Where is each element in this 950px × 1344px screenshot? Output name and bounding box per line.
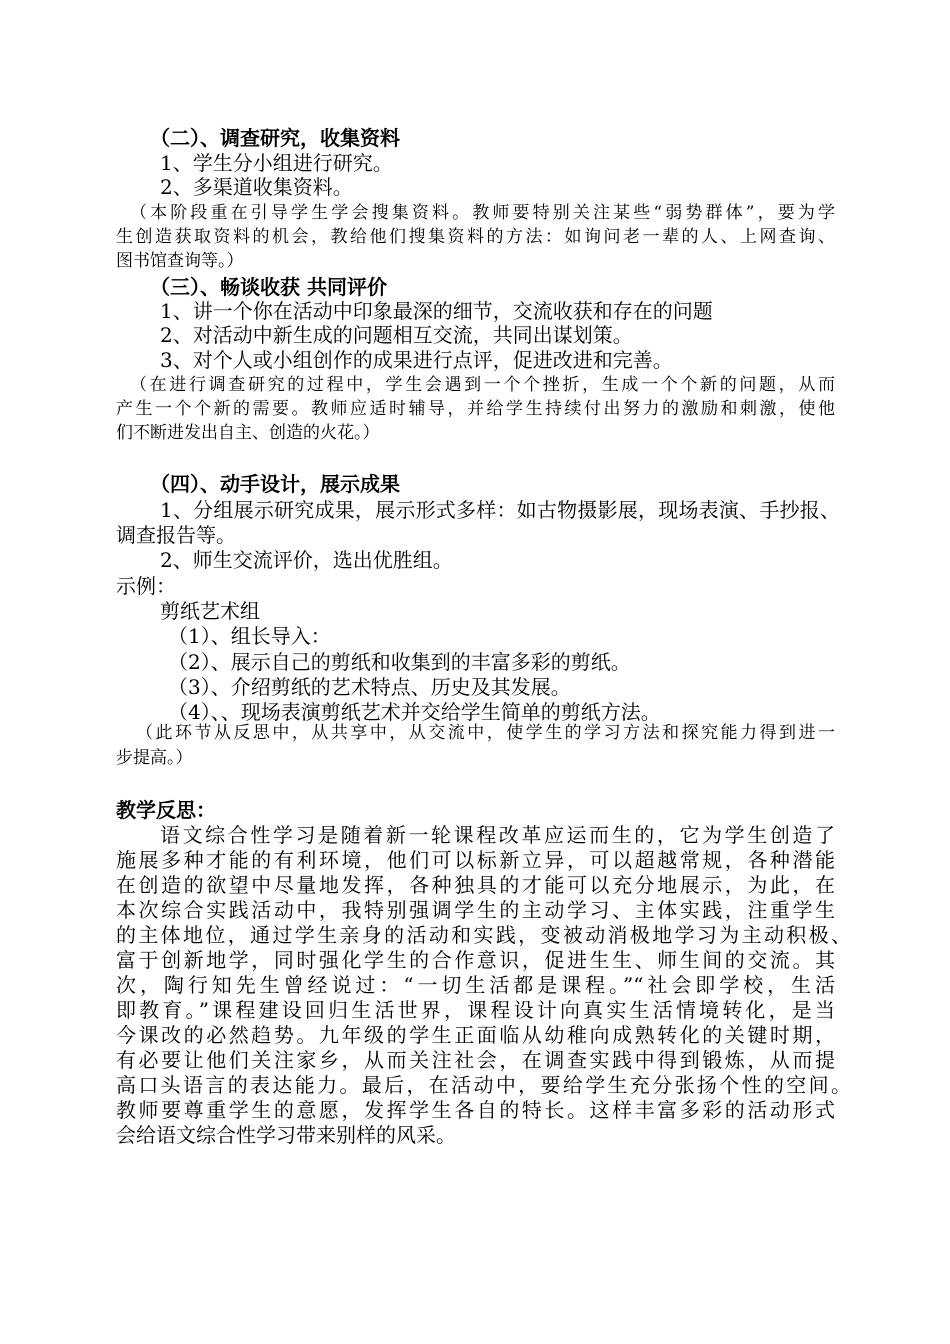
reflection-line-6: 富于创新地学，同时强化学生的合作意识，促进生生、师生间的交流。其	[116, 948, 835, 972]
section2-item-1: 1、学生分小组进行研究。	[160, 151, 393, 175]
reflection-heading: 教学反思：	[116, 798, 216, 822]
section4-item-1-line-1: 1、分组展示研究成果，展示形式多样：如古物摄影展，现场表演、手抄报、	[160, 498, 840, 522]
reflection-line-8: 即教育。”课程建设回归生活世界，课程设计向真实生活情境转化，是当	[116, 998, 835, 1022]
reflection-line-4: 本次综合实践活动中，我特别强调学生的主动学习、主体实践，注重学生	[116, 898, 835, 922]
section2-heading: （二）、调查研究，收集资料	[150, 126, 400, 150]
section3-item-1: 1、讲一个你在活动中印象最深的细节，交流收获和存在的问题	[160, 299, 713, 323]
section2-note-line-2: 生创造获取资料的机会，教给他们搜集资料的方法：如询问老一辈的人、上网查询、	[116, 227, 835, 247]
step-4: （4）、、现场表演剪纸艺术并交给学生简单的剪纸方法。	[168, 700, 661, 724]
reflection-line-11: 高口头语言的表达能力。最后，在活动中，要给学生充分张扬个性的空间。	[116, 1073, 851, 1097]
reflection-line-13: 会给语文综合性学习带来别样的风采。	[116, 1123, 456, 1147]
section3-item-2: 2、对活动中新生成的问题相互交流，共同出谋划策。	[160, 323, 633, 347]
reflection-line-10: 有必要让他们关注家乡，从而关注社会，在调查实践中得到锻炼，从而提	[116, 1048, 835, 1072]
example-label: 示例：	[116, 574, 176, 598]
section4-item-1-line-2: 调查报告等。	[116, 523, 236, 547]
section3-note-line-3: 们不断进发出自主、创造的火花。）	[116, 423, 380, 443]
section3-note-line-1: （在进行调查研究的过程中，学生会遇到一个个挫折，生成一个个新的问题，从而	[130, 375, 835, 395]
reflection-line-2: 施展多种才能的有利环境，他们可以标新立异，可以超越常规，各种潜能	[116, 848, 835, 872]
reflection-line-1: 语文综合性学习是随着新一轮课程改革应运而生的，它为学生创造了	[160, 823, 835, 847]
group-title: 剪纸艺术组	[160, 599, 260, 623]
section4-heading: （四）、动手设计，展示成果	[150, 472, 400, 496]
section2-note-line-1: （本阶段重在引导学生学会搜集资料。教师要特别关注某些“弱势群体”，要为学	[130, 203, 835, 223]
section3-note-line-2: 产生一个个新的需要。教师应适时辅导，并给学生持续付出努力的激励和刺激，使他	[116, 399, 835, 419]
reflection-line-12: 教师要尊重学生的意愿，发挥学生各自的特长。这样丰富多彩的活动形式	[116, 1098, 835, 1122]
reflection-line-7: 次，陶行知先生曾经说过：“一切生活都是课程。”“社会即学校，生活	[116, 973, 835, 997]
step-1: （1）、组长导入：	[168, 624, 331, 648]
section2-note-line-3: 图书馆查询等。）	[116, 251, 244, 271]
section4-item-2: 2、师生交流评价，选出优胜组。	[160, 548, 453, 572]
section4-note-line-2: 步提高。）	[116, 748, 193, 768]
reflection-line-3: 在创造的欲望中尽量地发挥，各种独具的才能可以充分地展示，为此，在	[116, 873, 835, 897]
section2-item-2: 2、多渠道收集资料。	[160, 175, 353, 199]
section3-heading: （三）、畅谈收获 共同评价	[150, 275, 387, 299]
reflection-line-5: 的主体地位，通过学生亲身的活动和实践，变被动消极地学习为主动积极、	[116, 923, 851, 947]
reflection-line-9: 今课改的必然趋势。九年级的学生正面临从幼稚向成熟转化的关键时期，	[116, 1023, 835, 1047]
section3-item-3: 3、对个人或小组创作的成果进行点评，促进改进和完善。	[160, 348, 673, 372]
section4-note-line-1: （此环节从反思中，从共享中，从交流中，使学生的学习方法和探究能力得到进一	[136, 723, 835, 743]
step-3: （3）、介绍剪纸的艺术特点、历史及其发展。	[168, 675, 571, 699]
step-2: （2）、展示自己的剪纸和收集到的丰富多彩的剪纸。	[168, 650, 631, 674]
